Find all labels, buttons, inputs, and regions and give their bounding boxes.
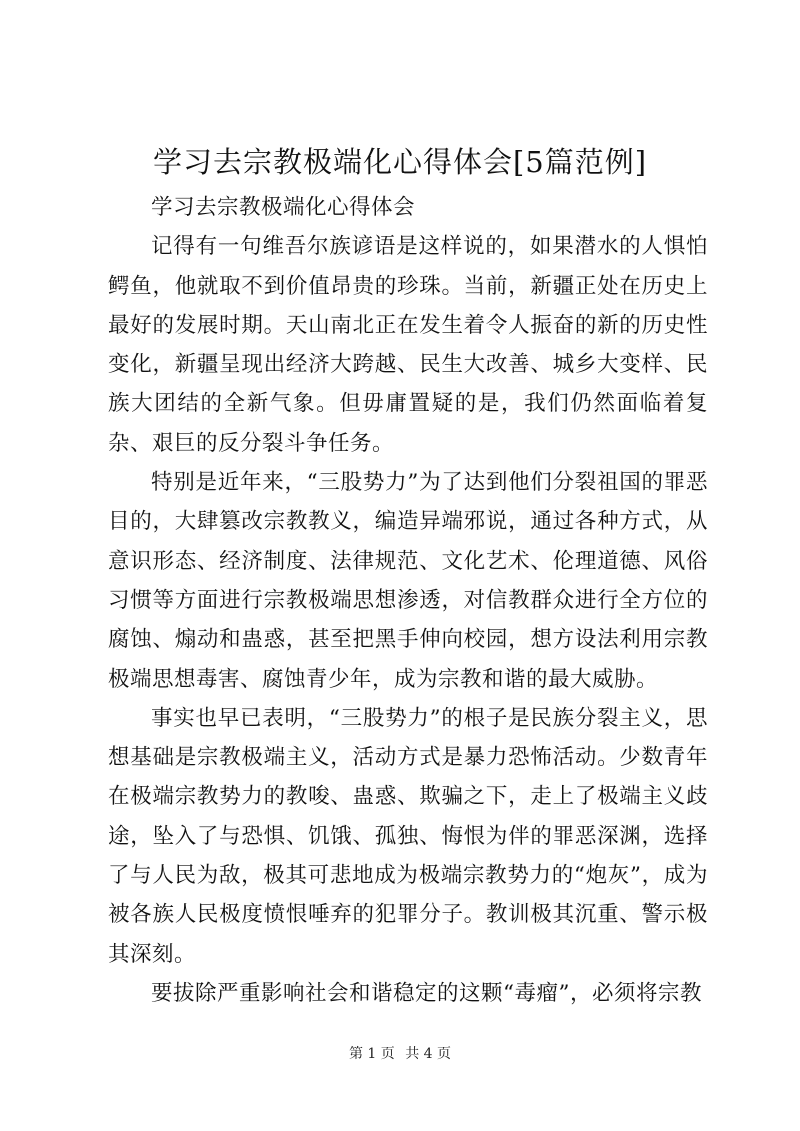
page-footer [0, 1043, 800, 1063]
page-total: 共 4 页 [405, 1046, 452, 1062]
paragraph-1: 记得有一句维吾尔族谚语是这样说的，如果潜水的人惧怕鳄鱼，他就取不到价值昂贵的珍珠。当前，新疆正处在历史上最好的发展时期。天山南北正在发生着令人振奋的新的历史性变化，新疆呈现出经济大跨越、民生大改善、城乡大变样、民族大团结的全新气象。但毋庸置疑的是，我们仍然面临着复杂、艰巨的反分裂斗争任务。 [108, 234, 708, 456]
document-subtitle: 学习去宗教极端化心得体会 [151, 195, 416, 220]
page-number: 第 1 页 [348, 1046, 395, 1062]
document-body [108, 188, 708, 1013]
paragraph-4: 要拔除严重影响社会和谐稳定的这颗“毒瘤”，必须将宗教 [151, 980, 702, 1006]
paragraph-2: 特别是近年来，“三股势力”为了达到他们分裂祖国的罪恶目的，大肆篡改宗教教义，编造异端邪说，通过各种方式，从意识形态、经济制度、法律规范、文化艺术、伦理道德、风俗习惯等方面进行宗教极端思想渗透，对信教群众进行全方位的腐蚀、煽动和蛊惑，甚至把黑手伸向校园，想方设法利用宗教极端思想毒害、腐蚀青少年，成为宗教和谐的最大威胁。 [108, 470, 708, 692]
paragraph-3: 事实也早已表明，“三股势力”的根子是民族分裂主义，思想基础是宗教极端主义，活动方式是暴力恐怖活动。少数青年在极端宗教势力的教唆、蛊惑、欺骗之下，走上了极端主义歧途，坠入了与恐惧、饥饿、孤独、悔恨为伴的罪恶深渊，选择了与人民为敌，极其可悲地成为极端宗教势力的“炮灰”，成为被各族人民极度愤恨唾弃的犯罪分子。教训极其沉重、警示极其深刻。 [108, 705, 708, 967]
document-title: 学习去宗教极端化心得体会[5篇范例] [152, 145, 648, 179]
